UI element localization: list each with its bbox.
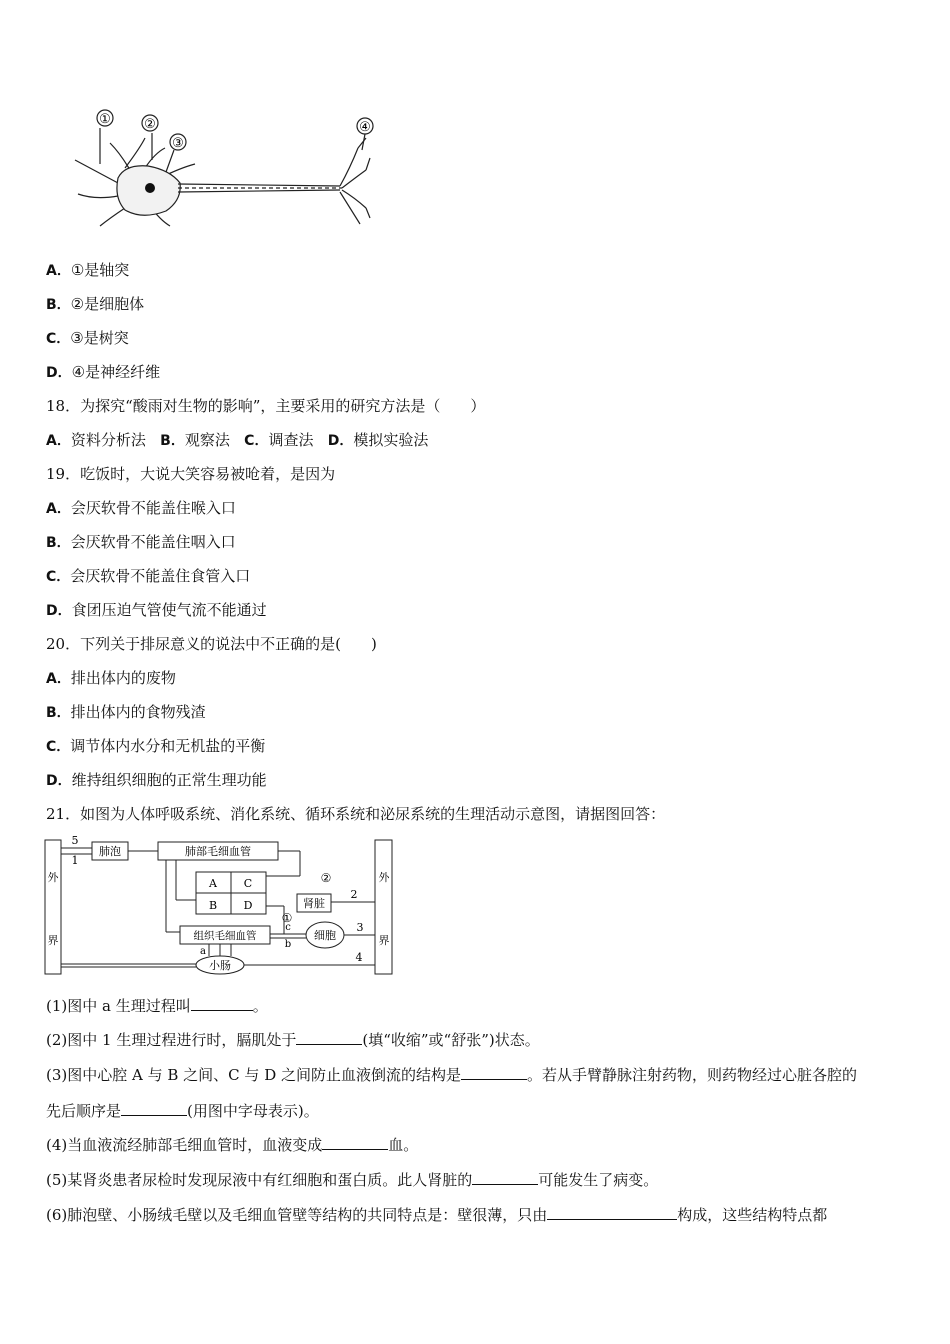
q21-stem: 21．如图为人体呼吸系统、消化系统、循环系统和泌尿系统的生理活动示意图，请据图回答： — [46, 805, 666, 823]
letter-b: b — [284, 939, 292, 950]
q21-sub-1: (1)图中 a 生理过程叫 。 — [46, 997, 268, 1015]
q19-stem: 19．吃饭时，大说大笑容易被呛着，是因为 — [46, 465, 336, 483]
number-1: 1 — [71, 854, 79, 867]
outside-left-1: 外 — [47, 871, 59, 884]
lung-capillary-label: 肺部毛细血管 — [185, 845, 251, 858]
letter-c: c — [285, 922, 291, 933]
alveoli-label: 肺泡 — [99, 845, 121, 858]
kidney-label: 肾脏 — [303, 897, 325, 910]
q18-options — [46, 430, 428, 451]
neuron-label-4: ④ — [359, 120, 371, 135]
q18-option-c[interactable]: C．调查法 — [244, 431, 314, 449]
q18-option-a[interactable]: A．资料分析法 — [46, 431, 146, 449]
answer-blank[interactable] — [461, 1065, 527, 1080]
physiology-diagram — [44, 836, 396, 978]
heart-c: C — [243, 877, 253, 890]
number-3: 3 — [356, 921, 364, 934]
heart-a: A — [209, 877, 217, 890]
answer-blank[interactable] — [322, 1135, 388, 1150]
outside-right-1: 外 — [378, 871, 390, 884]
heart-b: B — [208, 899, 218, 912]
neuron-label-3: ③ — [172, 136, 184, 151]
answer-blank[interactable] — [296, 1030, 362, 1045]
q17-option-a[interactable]: A．①是轴突 — [46, 261, 130, 279]
neuron-label-1: ① — [99, 112, 111, 127]
number-2: 2 — [350, 888, 358, 901]
outside-left-2: 界 — [47, 934, 59, 947]
q17-option-d[interactable]: D．④是神经纤维 — [46, 363, 161, 381]
number-4: 4 — [355, 951, 363, 964]
small-intestine-label: 小肠 — [209, 959, 231, 972]
q17-option-c[interactable]: C．③是树突 — [46, 329, 129, 347]
q19-option-a[interactable]: A．会厌软骨不能盖住喉入口 — [46, 499, 236, 517]
cell-label: 细胞 — [314, 929, 336, 942]
neuron-label-2: ② — [144, 117, 156, 132]
q18-option-d[interactable]: D．模拟实验法 — [327, 431, 429, 449]
q21-sub-6: (6)肺泡壁、小肠绒毛壁以及毛细血管壁等结构的共同特点是：壁很薄，只由 构成，这些结构特点都 — [46, 1206, 828, 1224]
q18-stem: 18．为探究“酸雨对生物的影响”，主要采用的研究方法是（ ） — [46, 397, 486, 415]
q20-option-b[interactable]: B．排出体内的食物残渣 — [46, 703, 206, 721]
q21-sub-5: (5)某肾炎患者尿检时发现尿液中有红细胞和蛋白质。此人肾脏的 可能发生了病变。 — [46, 1171, 659, 1189]
letter-a: a — [200, 946, 206, 957]
circled-1: ① — [281, 911, 293, 925]
outside-right-2: 界 — [378, 934, 390, 947]
q21-sub-3: (3)图中心腔 A 与 B 之间、C 与 D 之间防止血液倒流的结构是 。若从手臂静脉注射药物，则药物经过心脏各腔的 — [46, 1066, 858, 1084]
q20-stem: 20．下列关于排尿意义的说法中不正确的是( ) — [46, 635, 377, 653]
q21-sub-2: (2)图中 1 生理过程进行时，膈肌处于 (填“收缩”或“舒张”)状态。 — [46, 1031, 540, 1049]
q18-option-b[interactable]: B．观察法 — [160, 431, 230, 449]
tissue-capillary-label: 组织毛细血管 — [193, 930, 257, 942]
q21-sub-3b: 先后顺序是 (用图中字母表示)。 — [46, 1102, 319, 1120]
q20-option-d[interactable]: D．维持组织细胞的正常生理功能 — [46, 771, 267, 789]
neuron-figure — [70, 108, 390, 232]
q19-option-c[interactable]: C．会厌软骨不能盖住食管入口 — [46, 567, 251, 585]
answer-blank[interactable] — [547, 1205, 677, 1220]
q20-option-a[interactable]: A．排出体内的废物 — [46, 669, 176, 687]
circled-2: ② — [320, 871, 332, 885]
q21-sub-4: (4)当血液流经肺部毛细血管时，血液变成 血。 — [46, 1136, 419, 1154]
answer-blank[interactable] — [472, 1170, 538, 1185]
q19-option-b[interactable]: B．会厌软骨不能盖住咽入口 — [46, 533, 236, 551]
number-5: 5 — [71, 836, 79, 847]
q17-option-b[interactable]: B．②是细胞体 — [46, 295, 145, 313]
q19-option-d[interactable]: D．食团压迫气管使气流不能通过 — [46, 601, 267, 619]
q20-option-c[interactable]: C．调节体内水分和无机盐的平衡 — [46, 737, 266, 755]
answer-blank[interactable] — [121, 1101, 187, 1116]
answer-blank[interactable] — [191, 996, 253, 1011]
heart-d: D — [243, 899, 253, 912]
